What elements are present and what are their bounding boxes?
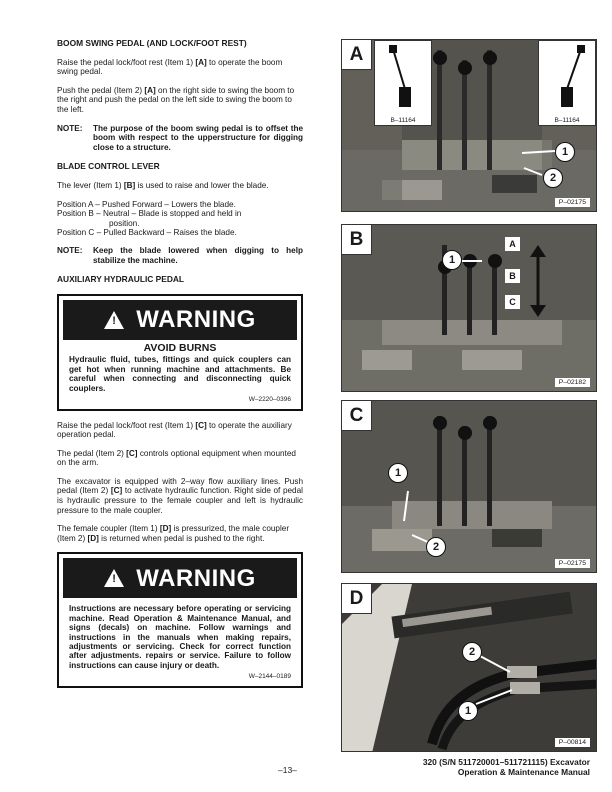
figure-letter: D [342, 584, 372, 614]
position-a: Position A – Pushed Forward – Lowers the blade. [57, 199, 236, 209]
figure-letter: B [342, 225, 372, 255]
photo-code: P–02175 [555, 559, 590, 568]
callout-1: 1 [388, 463, 408, 483]
callout-1: 1 [442, 250, 462, 270]
position-c: Position C – Pulled Backward – Raises the blade. [57, 228, 237, 238]
callout-1: 1 [555, 142, 575, 162]
photo-code: P–02182 [555, 378, 590, 387]
warning-code: W–2144–0189 [248, 673, 291, 681]
warning-body: Instructions are necessary before operating or servicing machine. Read Operation & Maintenance Manual, and signs (decals) on machine. Follow warnings and instructions in the manuals when making repairs, adjustments or servicing. Check for correct function after adjustments. repairs or service. Failure to follow instructions can cause injury or death. [69, 604, 291, 670]
boom-heading: BOOM SWING PEDAL (AND LOCK/FOOT REST) [57, 38, 247, 48]
position-label-c: C [505, 295, 520, 309]
blade-positions [57, 200, 303, 238]
figure-c-photo [342, 401, 597, 573]
manual-title: 320 (S/N 511720001–511721115) Excavator Operation & Maintenance Manual [422, 757, 590, 777]
boom-paragraph-1: Raise the pedal lock/foot rest (Item 1) [A] to operate the boom swing pedal. [57, 57, 283, 77]
position-b: Position B – Neutral – Blade is stopped and held in [57, 209, 242, 219]
photo-code: P–02175 [555, 198, 590, 207]
callout-arrows [342, 40, 597, 212]
warning-code: W–2220–0396 [248, 395, 291, 403]
aux-paragraph-4: The female coupler (Item 1) [D] is pressurized, the male coupler (Item 2) [D] is returned when pedal is pushed to the right. [57, 524, 290, 543]
callout-1: 1 [458, 701, 478, 721]
callout-arrows [342, 584, 597, 752]
photo-code: P–00814 [555, 738, 590, 747]
warning-banner [63, 300, 297, 340]
inset-left: B–11164 [374, 40, 432, 126]
warning-banner [63, 558, 297, 598]
figure-letter: C [342, 401, 372, 431]
position-label-a: A [505, 237, 520, 251]
blade-heading: BLADE CONTROL LEVER [57, 161, 160, 172]
blade-note: NOTE: Keep the blade lowered when digging to help stabilize the machine. [57, 245, 303, 265]
inset-right: B–11164 [538, 40, 596, 126]
callout-2: 2 [543, 168, 563, 188]
aux-paragraph-3: The excavator is equipped with 2–way flow auxiliary lines. Push pedal (Item 2) [C] to activate hydraulic function. Right side of pedal is hydraulic pressure to the female coupler and left is hydraulic pressure to the male coupler. [57, 476, 303, 515]
warning-triangle-icon: ! [104, 311, 124, 329]
warning-title: WARNING [136, 564, 256, 592]
aux-paragraph-1: Raise the pedal lock/foot rest (Item 1) [C] to operate the auxiliary operation pedal. [57, 420, 292, 440]
figure-b [341, 224, 597, 392]
position-b-cont: position. [109, 218, 140, 228]
figure-b-photo [342, 225, 597, 392]
figure-letter: A [342, 40, 372, 70]
aux-heading: AUXILIARY HYDRAULIC PEDAL [57, 274, 185, 285]
warning-box-burns [57, 294, 303, 411]
warning-box-instructions [57, 552, 303, 687]
blade-paragraph-1: The lever (Item 1) [B] is used to raise and lower the blade. [57, 180, 269, 190]
boom-paragraph-2: Push the pedal (Item 2) [A] on the right side to swing the boom to the right and push the pedal on the left side to swing the boom to the left. [57, 85, 295, 114]
warning-triangle-icon: ! [104, 569, 124, 587]
warning-title: WARNING [136, 305, 256, 333]
aux-paragraph-2: The pedal (Item 2) [C] controls optional equipment when mounted on the arm. [57, 448, 296, 468]
position-label-b: B [505, 269, 520, 283]
callout-2: 2 [426, 537, 446, 557]
warning-heading: AVOID BURNS [143, 341, 217, 354]
page-number: –13– [278, 765, 297, 775]
callout-2: 2 [462, 642, 482, 662]
figure-a [341, 39, 597, 212]
text-column [57, 39, 303, 688]
boom-note: NOTE: The purpose of the boom swing pedal is to offset the boom with respect to the upperstructure for digging close to a structure. [57, 123, 303, 152]
warning-body: Hydraulic fluid, tubes, fittings and quick couplers can get hot when running machine and attachments. Be careful when connecting and disconnecting quick couplers. [69, 355, 291, 393]
figure-d [341, 583, 597, 752]
figure-c [341, 400, 597, 573]
